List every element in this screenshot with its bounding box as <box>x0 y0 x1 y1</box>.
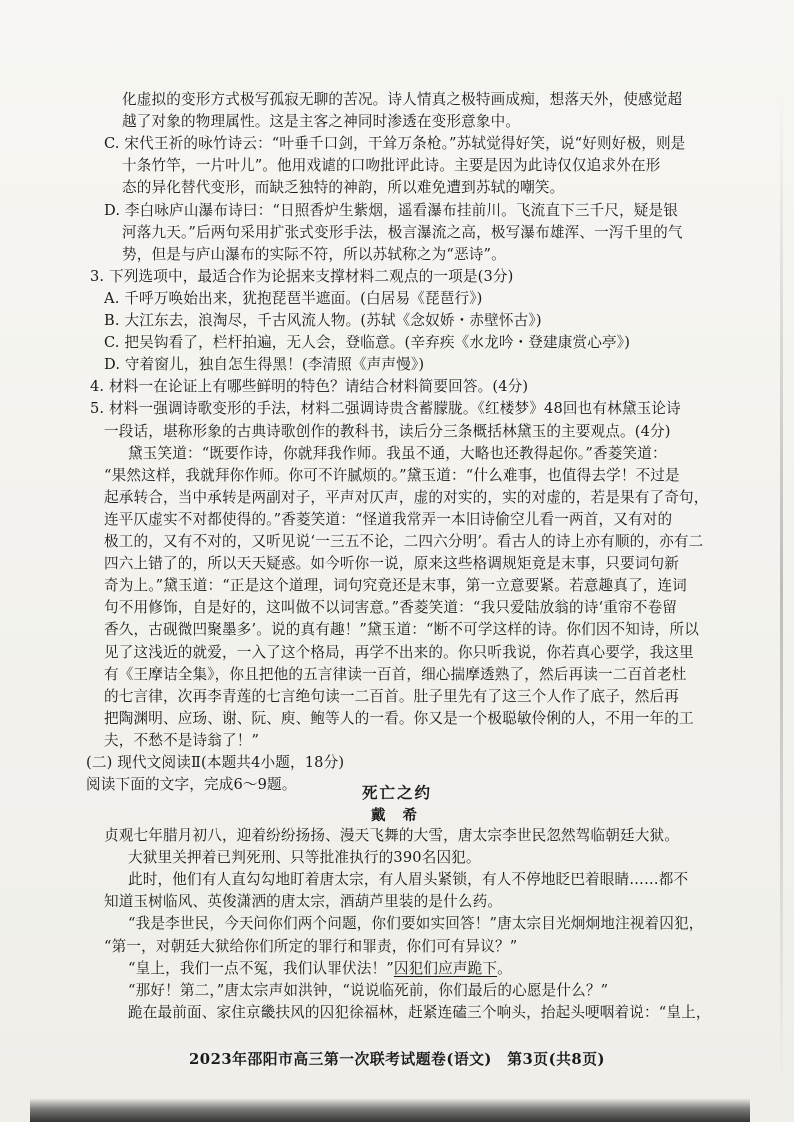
text-line: 极工的，又有不对的，又听见说‘一三五不论，二四六分明’。看古人的诗上亦有顺的，亦有二 <box>104 533 704 550</box>
text-line: 香久，古砚微凹聚墨多’。说的真有趣！”黛玉道：“断不可学这样的诗。你们因不知诗，所以 <box>104 621 700 639</box>
text-line: 夫，不愁不是诗翁了！” <box>104 731 260 749</box>
text-line: B. 大江东去，浪淘尽，千古风流人物。(苏轼《念奴娇・赤壁怀古》) <box>104 312 542 329</box>
text-line: 一段话，堪称形象的古典诗歌创作的教科书，读后分三条概括林黛玉的主要观点。(4分) <box>104 422 671 440</box>
text-line: 句不用修饰，自是好的，这叫做不以词害意。”香菱笑道：“我只爱陆放翁的诗‘重帘不卷留 <box>104 599 677 617</box>
story-line: 跪在最前面、家住京畿扶风的囚犯徐福林，赶紧连磕三个响头，抬起头哽咽着说：“皇上， <box>128 1003 711 1021</box>
story-line: 知道玉树临风、英俊潇洒的唐太宗，酒葫芦里装的是什么药。 <box>104 893 503 911</box>
text-line: 态的异化替代变形，而缺乏独特的神韵，所以难免遭到苏轼的嘲笑。 <box>122 179 565 197</box>
story-title: 死亡之约 <box>361 783 432 802</box>
text-line: 四六上错了的，所以天天疑惑。如今听你一说，原来这些格调规矩竟是末事，只要词句新 <box>104 555 680 573</box>
text-line: 十条竹竿，一片叶儿”。他用戏谑的口吻批评此诗。主要是因为此诗仅仅追求外在形 <box>122 157 661 175</box>
text-line: 起承转合，当中承转是两副对子，平声对仄声，虚的对实的，实的对虚的，若是果有了奇句， <box>104 488 709 506</box>
text-line: 势，但是与庐山瀑布的实际不符，所以苏轼称之为“恶诗”。 <box>122 245 506 263</box>
story-line-text: 。 <box>497 959 512 977</box>
text-line: 黛玉笑道：“既要作诗，你就拜我作师。我虽不通，大略也还教得起你。”香菱笑道： <box>128 444 667 462</box>
story-author: 戴 希 <box>370 807 424 824</box>
scan-bottom-shadow <box>30 1098 750 1122</box>
text-line: C. 宋代王祈的咏竹诗云：“叶垂千口剑，干耸万条枪。”苏轼觉得好笑，说“好则好极，则是 <box>104 135 686 153</box>
page-edge-shadow <box>780 90 783 1090</box>
text-line: 有《王摩诘全集》，你且把他的五言律读一百首，细心揣摩透熟了，然后再读一二百首老杜 <box>104 665 687 683</box>
text-line: 5. 材料一强调诗歌变形的手法，材料二强调诗贵含蓄朦胧。《红楼梦》48回也有林黛玉论诗 <box>90 400 681 418</box>
story-line: “我是李世民，今天问你们两个问题，你们要如实回答！”唐太宗目光炯炯地注视着囚犯， <box>128 915 704 933</box>
story-line-text: “皇上，我们一点不冤，我们认罪伏法！” <box>128 959 394 977</box>
text-line: 河落九天。”后两句采用扩张式变形手法，极言瀑流之高，极写瀑布雄浑、一泻千里的气 <box>122 223 683 241</box>
story-line: “那好！第二，”唐太宗声如洪钟，“说说临死前，你们最后的心愿是什么？” <box>128 981 609 999</box>
story-line: 此时，他们有人直勾勾地盯着唐太宗，有人眉头紧锁，有人不停地眨巴着眼睛……都不 <box>128 871 689 889</box>
text-line: D. 李白咏庐山瀑布诗曰：“日照香炉生紫烟，遥看瀑布挂前川。飞流直下三千尺，疑是银 <box>104 201 679 219</box>
text-line: 阅读下面的文字，完成6～9题。 <box>86 776 297 794</box>
text-line: (二) 现代文阅读Ⅱ(本题共4小题，18分) <box>86 754 345 771</box>
story-line: 大狱里关押着已判死刑、只等批准执行的390名囚犯。 <box>128 849 481 867</box>
text-line: 3. 下列选项中，最适合作为论据来支撑材料二观点的一项是(3分) <box>90 267 514 285</box>
text-line: 连平仄虚实不对都使得的。”香菱笑道：“怪道我常弄一本旧诗偷空儿看一两首，又有对的 <box>104 510 673 528</box>
text-line: 奇为上。”黛玉道：“正是这个道理，词句究竟还是末事，第一立意要紧。若意趣真了，连词 <box>104 577 687 595</box>
story-line <box>128 959 512 979</box>
story-line: 贞观七年腊月初八，迎着纷纷扬扬、漫天飞舞的大雪，唐太宗李世民忽然驾临朝廷大狱。 <box>104 827 680 844</box>
text-line: 的七言律，次再李青莲的七言绝句读一二百首。肚子里先有了这三个人作了底子，然后再 <box>104 687 680 705</box>
text-line: 化虚拟的变形方式极写孤寂无聊的苦况。诗人情真之极特画成痴，想落天外，使感觉超 <box>122 91 683 108</box>
text-line: 4. 材料一在论证上有哪些鲜明的特色？请结合材料简要回答。(4分) <box>90 378 529 396</box>
text-line: C. 把吴钩看了，栏杆拍遍，无人会，登临意。(辛弃疾《水龙吟・登建康赏心亭》) <box>104 334 631 352</box>
page-footer: 2023年邵阳市高三第一次联考试题卷(语文) 第3页(共8页) <box>188 1051 605 1068</box>
text-line: A. 千呼万唤始出来，犹抱琵琶半遮面。(白居易《琵琶行》) <box>104 289 483 307</box>
text-line: “果然这样，我就拜你作师。你可不许腻烦的。”黛玉道：“什么难事，也值得去学！不过是 <box>104 466 680 484</box>
text-line: 越了对象的物理属性。这是主客之神同时渗透在变形意象中。 <box>122 113 521 131</box>
underlined-phrase: 囚犯们应声跪下 <box>393 959 498 977</box>
text-line: 把陶渊明、应玚、谢、阮、庾、鲍等人的一看。你又是一个极聪敏伶俐的人，不用一年的工 <box>104 709 694 727</box>
story-line: “第一，对朝廷大狱给你们所定的罪行和罪责，你们可有异议？” <box>104 937 518 955</box>
text-line: D. 守着窗儿，独自怎生得黑！(李清照《声声慢》) <box>104 356 425 374</box>
text-line: 见了这浅近的就爱，一入了这个格局，再学不出来的。你只听我说，你若真心要学，我这里 <box>104 643 694 661</box>
